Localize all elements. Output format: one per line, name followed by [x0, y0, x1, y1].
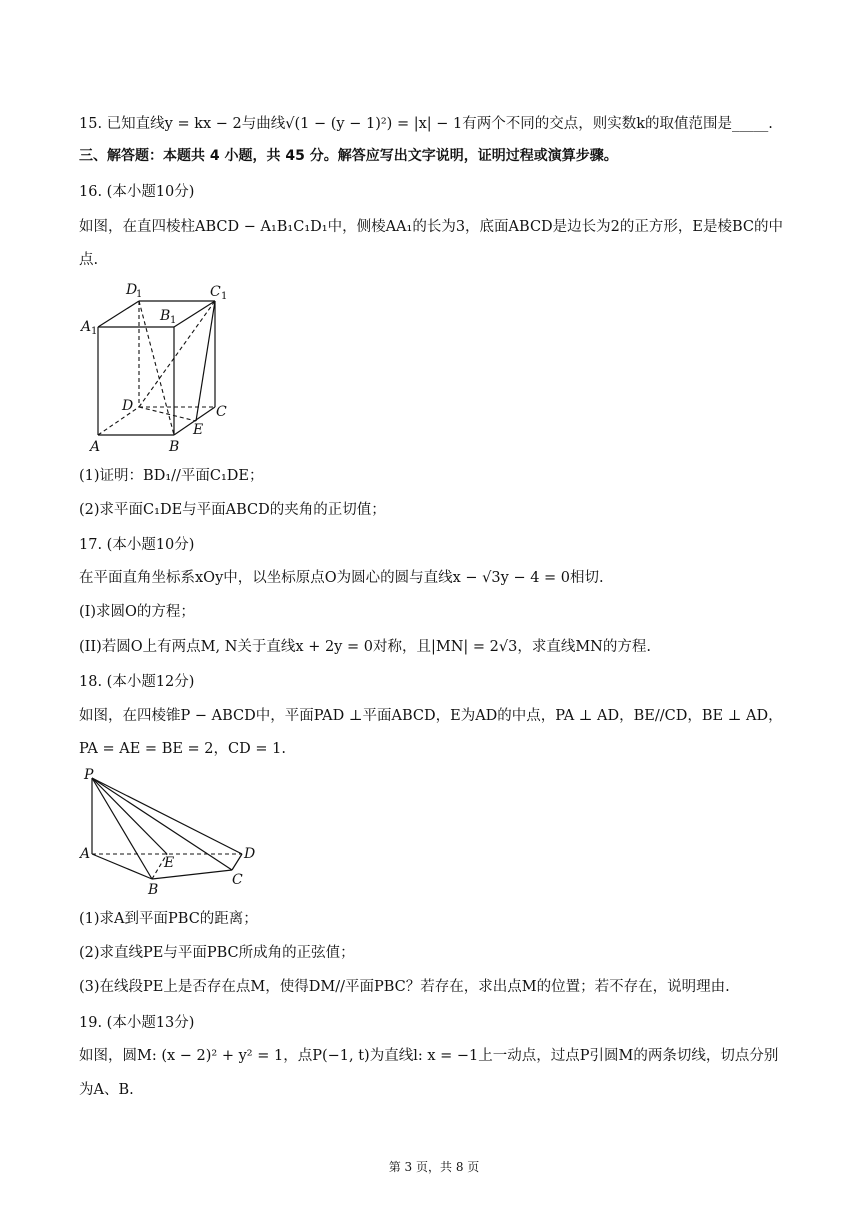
question-19-stem: 如图，圆M: (x − 2)² + y² = 1，点P(−1, t)为直线l: x = −1上一动点，过点P引圆M的两条切线，切点分别 — [79, 1048, 779, 1064]
label-a1: A — [81, 319, 92, 335]
label-d1: D — [126, 282, 138, 298]
section-heading: 三、解答题：本题共 4 小题，共 45 分。解答应写出文字说明，证明过程或演算步骤。 — [79, 148, 618, 164]
question-18-stem-cont: PA = AE = BE = 2，CD = 1. — [79, 741, 286, 757]
question-18-part-1: (1)求A到平面PBC的距离； — [79, 911, 258, 927]
question-18-header: 18. (本小题12分) — [79, 674, 195, 690]
label-c-pyramid: C — [232, 872, 243, 888]
question-16-stem: 如图，在直四棱柱ABCD − A₁B₁C₁D₁中，侧棱AA₁的长为3，底面ABCD是边长为2的正方形，E是棱BC的中 — [79, 219, 784, 235]
label-b: B — [169, 439, 180, 455]
label-a-pyramid: A — [80, 846, 91, 862]
question-17-stem: 在平面直角坐标系xOy中，以坐标原点O为圆心的圆与直线x − √3y − 4 = 0相切. — [79, 570, 604, 586]
question-16-stem-cont: 点. — [79, 252, 99, 268]
question-17-header: 17. (本小题10分) — [79, 537, 195, 553]
label-a1-sub: 1 — [91, 326, 98, 337]
prism-figure — [76, 278, 236, 458]
page-footer: 第 3 页，共 8 页 — [388, 1160, 480, 1174]
question-17-part-2: (II)若圆O上有两点M, N关于直线x + 2y = 0对称，且|MN| = 2√3，求直线MN的方程. — [79, 639, 651, 655]
question-17-part-1: (I)求圆O的方程； — [79, 604, 195, 620]
label-d-pyramid: D — [244, 846, 256, 862]
question-16-header: 16. (本小题10分) — [79, 184, 195, 200]
question-19-header: 19. (本小题13分) — [79, 1015, 195, 1031]
pyramid-figure — [76, 764, 266, 899]
label-b1: B — [160, 308, 171, 324]
label-c1: C — [210, 284, 221, 300]
label-c: C — [216, 404, 227, 420]
question-16-part-1: (1)证明：BD₁//平面C₁DE； — [79, 468, 264, 484]
question-18-part-3: (3)在线段PE上是否存在点M，使得DM//平面PBC？若存在，求出点M的位置；若不存在，说明理由. — [79, 979, 730, 995]
label-b-pyramid: B — [148, 882, 159, 898]
question-18-stem: 如图，在四棱锥P − ABCD中，平面PAD ⊥平面ABCD，E为AD的中点，PA ⊥ AD，BE//CD，BE ⊥ AD， — [79, 708, 783, 724]
label-e-pyramid: E — [164, 855, 175, 871]
question-16-part-2: (2)求平面C₁DE与平面ABCD的夹角的正切值； — [79, 502, 386, 518]
question-18-part-2: (2)求直线PE与平面PBC所成角的正弦值； — [79, 945, 355, 961]
label-b1-sub: 1 — [170, 315, 177, 326]
label-d: D — [122, 398, 134, 414]
label-p: P — [84, 767, 94, 783]
question-19-stem-cont: 为A、B. — [79, 1082, 134, 1098]
label-d1-sub: 1 — [136, 289, 143, 300]
label-e: E — [193, 422, 204, 438]
question-15: 15. 已知直线y = kx − 2与曲线√(1 − (y − 1)²) = |x| − 1有两个不同的交点，则实数k的取值范围是_____. — [79, 116, 773, 132]
label-a: A — [90, 439, 101, 455]
label-c1-sub: 1 — [221, 291, 228, 302]
